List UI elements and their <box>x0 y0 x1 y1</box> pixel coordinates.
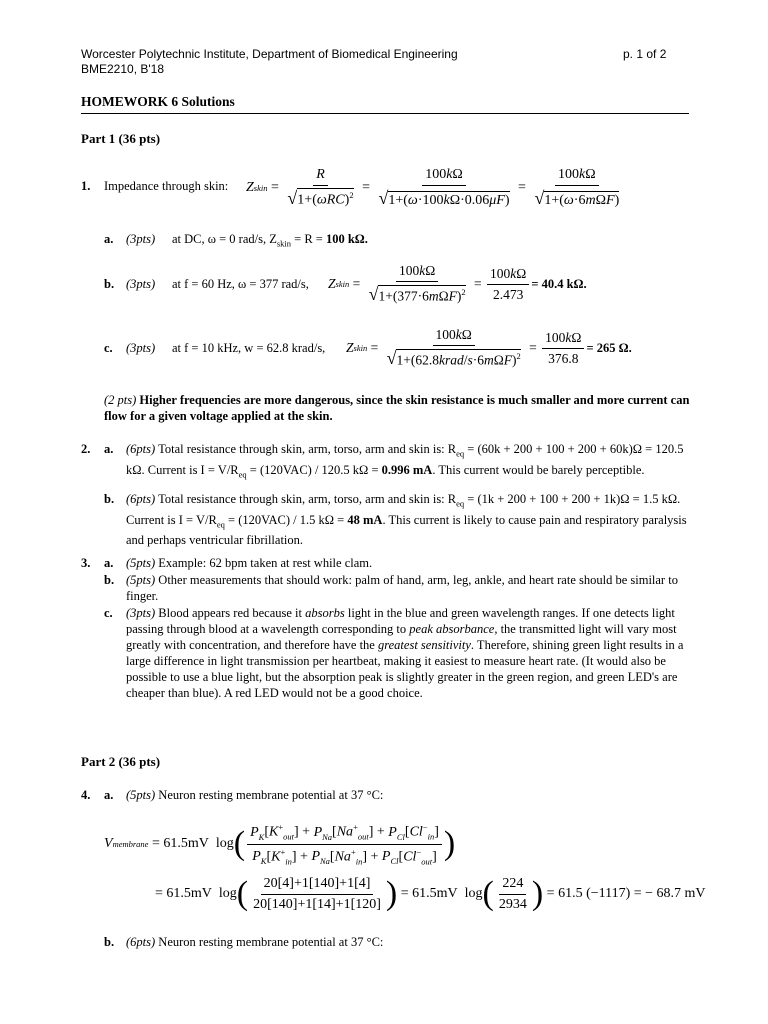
q4a-text: (5pts) Neuron resting membrane potential at 37 °C: <box>126 788 384 802</box>
q1-intro: Impedance through skin: <box>104 179 229 193</box>
q3a-text: (5pts) Example: 62 bpm taken at rest while clam. <box>126 556 373 570</box>
q1c-label: c. <box>104 341 113 355</box>
document-title: HOMEWORK 6 Solutions <box>81 94 235 109</box>
q4-number: 4. <box>81 788 91 802</box>
q3-number: 3. <box>81 556 91 570</box>
q1b-text: at f = 60 Hz, ω = 377 rad/s, <box>172 277 309 291</box>
course-header: BME2210, B'18 <box>81 62 165 76</box>
q1b-label: b. <box>104 277 115 291</box>
page-number: p. 1 of 2 <box>623 47 667 61</box>
q1-number: 1. <box>81 179 91 193</box>
q1c-points: (3pts) <box>126 341 156 355</box>
q2b-text: (6pts) Total resistance through skin, arm, torso, arm and skin is: $R_{eq} = (1k + 200 + 100 + 200 + 1k)\Omega = 1.5$ kΩ. Current is $I = V/R_{eq} = (120VAC) / 1.5$ kΩ = 48 mA. This current is likely to cause pain and respiratory paralysis and perhaps ventricular fibrillation. <box>126 492 687 547</box>
part1-heading: Part 1 (36 pts) <box>81 131 161 146</box>
q2-number: 2. <box>81 442 91 456</box>
q3c-label: c. <box>104 606 113 620</box>
q3a-label: a. <box>104 556 114 570</box>
title-rule <box>81 113 689 114</box>
q1c-text: at f = 10 kHz, w = 62.8 krad/s, <box>172 341 326 355</box>
q1a-text: at DC, ω = 0 rad/s, $Z_{skin} = R = 100$ kΩ. <box>172 232 368 249</box>
q3b-text: (5pts) Other measurements that should work: palm of hand, arm, leg, ankle, and heart rate should be similar to finger. <box>126 573 678 603</box>
ghk-equation: V membrane = 61.5mV log ( $\frac{P_K[K^+_{out}] + P_{Na}[Na^+_{out}] + P_{Cl}[Cl^-_{in}]}{P_K[K^+_{in}] + P_{Na}[Na^+_{in}] + P_{Cl}[Cl^-_{out}]}$ ) <box>104 822 456 866</box>
q1a-label: a. <box>104 232 114 246</box>
q4b-text: (6pts) Neuron resting membrane potential at 37 °C: <box>126 935 384 949</box>
q1-note: (2 pts) Higher frequencies are more dangerous, since the skin resistance is much smaller and more current can flow for a given voltage applied at the skin. <box>104 393 690 423</box>
q1b-points: (3pts) <box>126 277 156 291</box>
institution-header: Worcester Polytechnic Institute, Department of Biomedical Engineering <box>81 47 458 61</box>
q4b-label: b. <box>104 935 115 949</box>
q2b-label: b. <box>104 492 115 506</box>
q1c-equation: Z skin = $\frac{100k\Omega}{√1+(62.8krad/s\cdot 6m\Omega F)^2}$ = $\frac{100k\Omega}{376.8}$ = 265 Ω. <box>346 327 632 368</box>
q3c-text: (3pts) Blood appears red because it absorbs light in the blue and green wavelength ranges. If one detects light passing through blood at a wavelength corresponding to peak absorbance, the transmitted light will vary most greatly with concentration, and therefore have the greatest sensitivity. Therefore, shining green light results in a large difference in light transmission per heartbeat, making it easiest to measure heart rate. (It would also be possible to use a blue light, but the absorption peak is slightly greater in the green region, and green LED's are cheaper than blue). A red LED would not be a good choice. <box>126 606 684 700</box>
q4a-label: a. <box>104 788 114 802</box>
part2-heading: Part 2 (36 pts) <box>81 754 161 769</box>
q2a-text: (6pts) Total resistance through skin, arm, torso, arm and skin is: $R_{eq} = (60k + 200 + 100 + 200 + 60k)\Omega = 120.5$ kΩ. Current is $I = V/R_{eq} = (120VAC) / 120.5$ kΩ = 0.996 mA. This current would be barely perceptible. <box>126 442 684 479</box>
q1b-equation: Z skin = $\frac{100k\Omega}{√1+(377\cdot 6m\Omega F)^2}$ = $\frac{100k\Omega}{2.473}$ = 40.4 kΩ. <box>328 263 587 304</box>
ghk-equation-numeric: = 61.5mV log ( $\frac{20[4]+1[140]+1[4]}{20[140]+1[14]+1[120]}$ ) = 61.5mV log ( $\frac{224}{2934}$ ) = 61.5 (−1117) = − 68.7 mV <box>155 875 706 912</box>
q1-impedance-equation: Z skin = $\frac{R}{√1+(\omega RC)^2}$ = $\frac{100k\Omega}{√1+(\omega\cdot 100k\Omega\cdot 0.06\mu F)}$ = $\frac{100k\Omega}{\text{√1+(ω·6mΩF)}}$ <box>246 167 620 208</box>
q1a-points: (3pts) <box>126 232 156 246</box>
q2a-label: a. <box>104 442 114 456</box>
q3b-label: b. <box>104 573 115 587</box>
